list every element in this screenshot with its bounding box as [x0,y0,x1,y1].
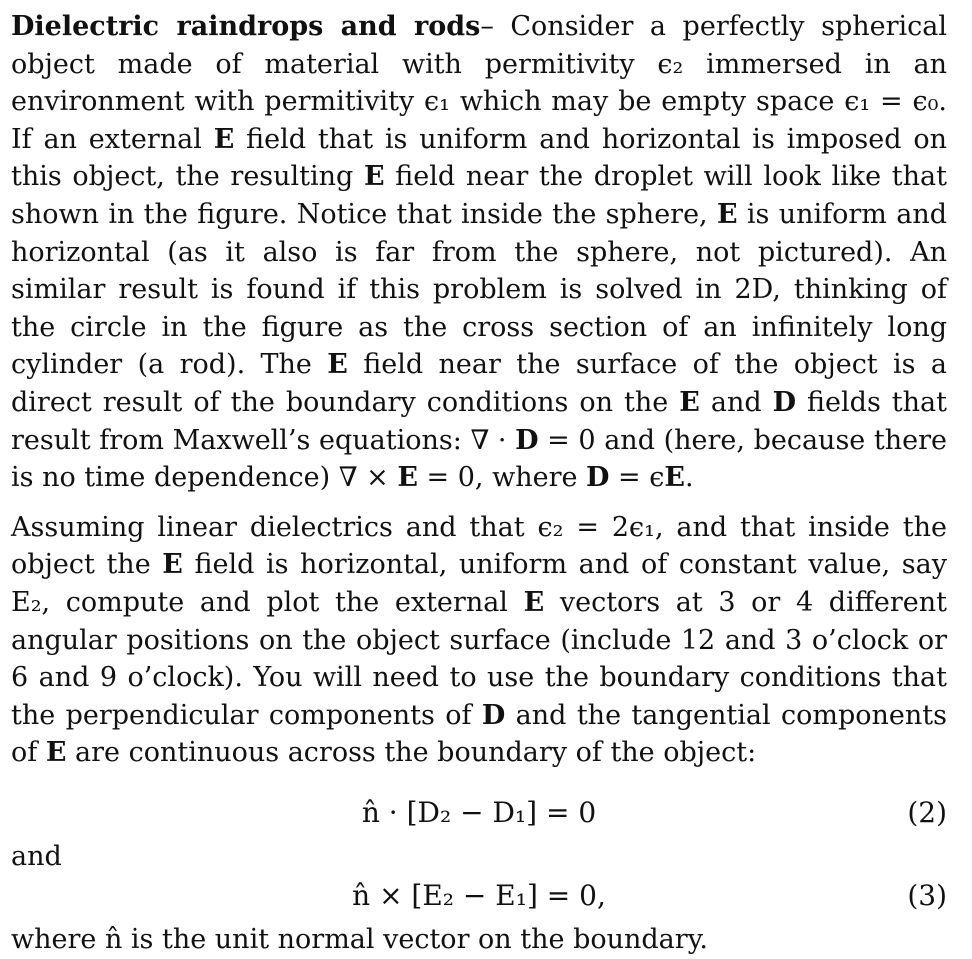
bold-vector: D [515,424,539,456]
text-span: vectors at 3 or 4 different angular positions on the object surface (include 12 and 3 o’clock or 6 and 9 o’clock). You will need to use the boundary conditions that the perpendicular components of [11,586,947,731]
bold-vector: E [664,462,685,494]
equation-3-number: (3) [907,879,947,913]
equation-3 [11,875,947,921]
connector-and: and [11,840,62,872]
bold-vector: E [364,161,385,193]
text-span: field near the surface of the object is a direct result of the boundary conditions on the [11,349,947,418]
equation-2-number: (2) [907,795,947,829]
bold-vector: E [45,737,67,769]
text-span: = 0, where [417,462,587,494]
paragraph-task [11,509,947,772]
bold-vector: E [716,198,738,230]
paper-page [11,8,947,959]
text-span: and the tangential components of [11,699,947,769]
bold-vector: E [213,123,235,155]
text-span: field is horizontal, uniform and of constant value, say E₂, compute and plot the external [11,549,947,618]
section-title: Dielectric raindrops and rods [11,11,481,42]
text-span: . [684,462,694,494]
paragraph-intro [11,8,947,497]
bold-vector: E [523,586,545,618]
text-span: are continuous across the boundary of the object: [66,737,757,769]
text-span: is uniform and horizontal (as it also is far from the sphere, not pictured). An similar result is found if this problem is solved in 2D, thinking of the circle in the figure as the cross section of an infinitely long cylinder (a rod). The [11,198,947,381]
bold-vector: D [481,699,506,731]
text-span: = ϵ [609,462,665,494]
text-span: – Consider a perfectly spherical object made of material with permitivity ϵ₂ immersed in an environment with permitivity ϵ₁ which may be empty space ϵ₁ = ϵ₀. If an external [11,11,948,155]
text-span: Assuming linear dielectrics and that ϵ₂ = 2ϵ₁, and that inside the object the [11,511,947,581]
equation-2 [11,792,947,838]
text-span: and [699,386,773,418]
bold-vector: E [162,549,183,581]
bold-vector: D [772,386,797,418]
bold-vector: E [679,386,700,418]
bold-vector: D [586,462,610,494]
closing-sentence: where n̂ is the unit normal vector on the boundary. [11,924,708,956]
text-span: fields that result from Maxwell’s equations: ∇ · [11,386,947,456]
text-span: field near the droplet will look like that shown in the figure. Notice that inside the sphere, [11,161,947,230]
equation-3-expression: n̂ × [E₂ − E₁] = 0, [352,879,606,913]
bold-vector: E [397,462,418,494]
equation-2-expression: n̂ · [D₂ − D₁] = 0 [361,795,597,829]
text-span: field that is uniform and horizontal is imposed on this object, the resulting [11,123,947,193]
bold-vector: E [327,349,348,381]
text-span: = 0 and (here, because there is no time dependence) ∇ × [11,424,948,494]
